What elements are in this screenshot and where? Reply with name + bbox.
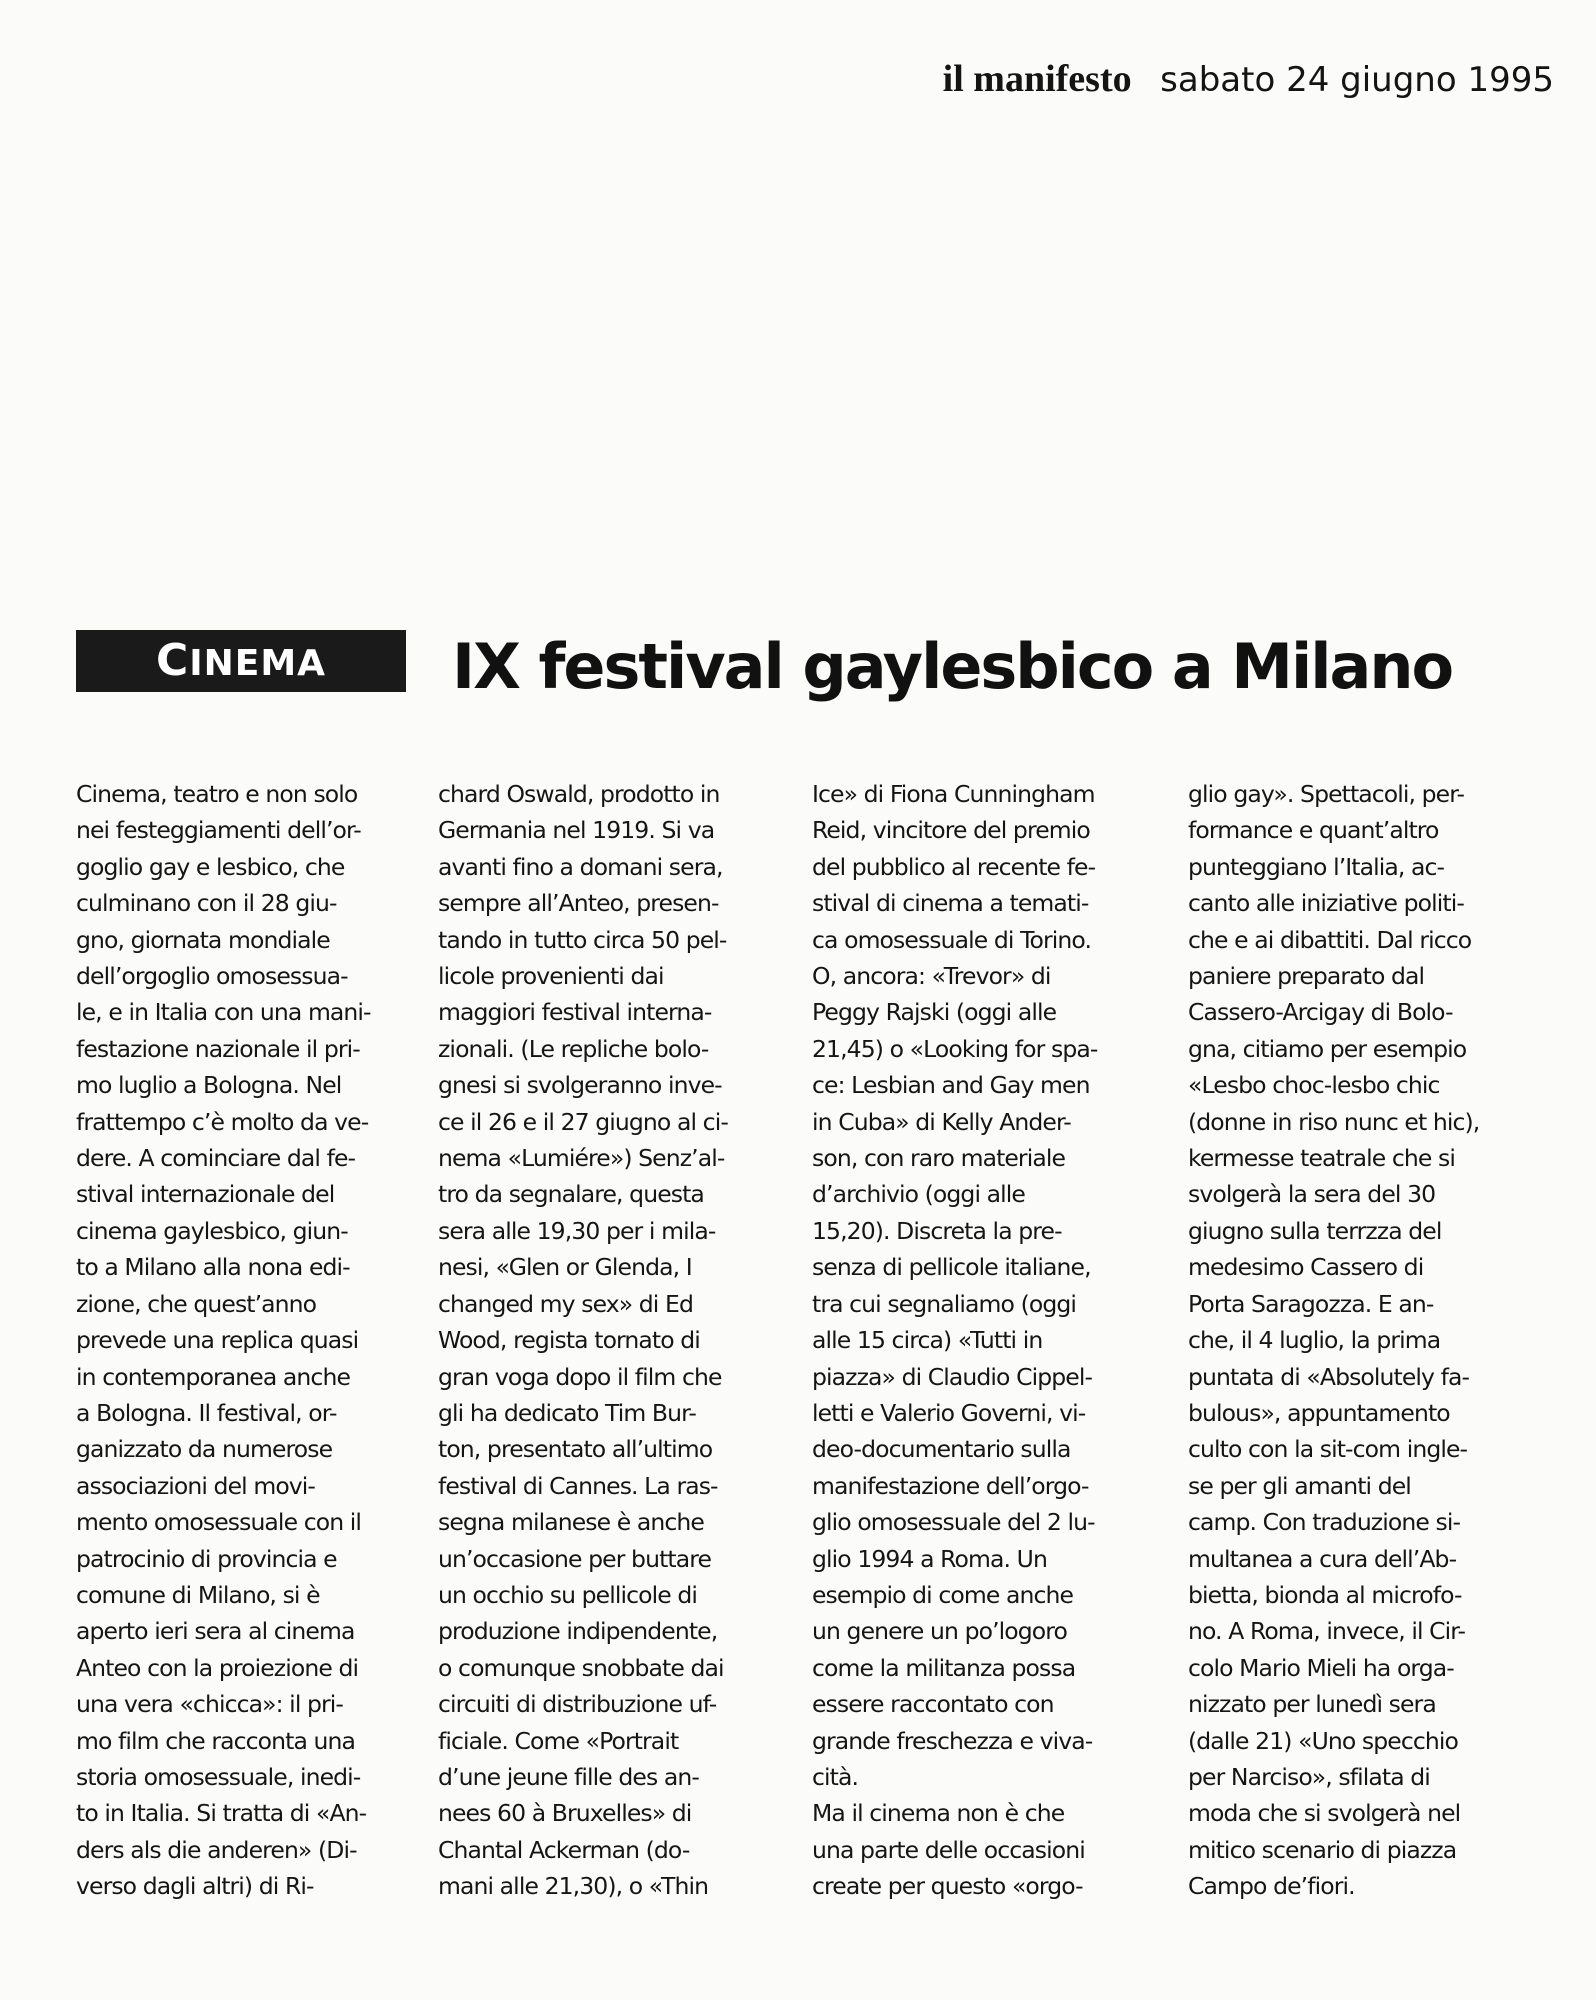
text-line: ficiale. Come «Portrait — [438, 1726, 679, 1755]
text-line: Cinema, teatro e non solo — [76, 780, 358, 808]
masthead — [943, 60, 1554, 98]
text-line: avanti fino a domani sera, — [438, 852, 723, 881]
text-line: Cassero-Arcigay di Bolo- — [1188, 998, 1453, 1027]
text-line: sempre all’Anteo, presen- — [438, 889, 719, 918]
article-column-1 — [76, 776, 376, 1905]
text-line: aperto ieri sera al cinema — [76, 1617, 355, 1646]
text-line: che e ai dibattiti. Dal ricco — [1188, 925, 1472, 954]
text-line: gna, citiamo per esempio — [1188, 1034, 1467, 1063]
text-line: goglio gay e lesbico, che — [76, 852, 345, 881]
text-line: mani alle 21,30), o «Thin — [438, 1872, 709, 1901]
text-line: verso dagli altri) di Ri- — [76, 1872, 314, 1901]
text-line: medesimo Cassero di — [1188, 1253, 1424, 1282]
text-line: Chantal Ackerman (do- — [438, 1835, 690, 1864]
text-line: culto con la sit-com ingle- — [1188, 1435, 1468, 1464]
text-line: grande freschezza e viva- — [812, 1726, 1093, 1755]
text-line: festazione nazionale il pri- — [76, 1034, 360, 1063]
newspaper-name: il manifesto — [942, 58, 1132, 100]
text-line: in contemporanea anche — [76, 1362, 350, 1391]
text-line: mo luglio a Bologna. Nel — [76, 1071, 342, 1100]
text-line: puntata di «Absolutely fa- — [1188, 1362, 1470, 1391]
text-line: ganizzato da numerose — [76, 1435, 333, 1464]
text-line: stival internazionale del — [76, 1180, 335, 1209]
text-line: deo-documentario sulla — [812, 1435, 1071, 1464]
text-line: mento omosessuale con il — [76, 1508, 362, 1537]
text-line: cinema gaylesbico, giun- — [76, 1216, 348, 1245]
text-line: no. A Roma, invece, il Cir- — [1188, 1617, 1466, 1646]
text-line: nei festeggiamenti dell’or- — [76, 816, 361, 845]
text-line: letti e Valerio Governi, vi- — [812, 1398, 1086, 1427]
text-line: kermesse teatrale che si — [1188, 1144, 1455, 1173]
text-line: to in Italia. Si tratta di «An- — [76, 1799, 367, 1828]
article-headline: IX festival gaylesbico a Milano — [452, 630, 1453, 703]
text-line: to a Milano alla nona edi- — [76, 1253, 350, 1282]
text-line: Porta Saragozza. E an- — [1188, 1289, 1434, 1318]
text-line: nees 60 à Bruxelles» di — [438, 1799, 692, 1828]
text-line: una parte delle occasioni — [812, 1835, 1085, 1864]
text-line: Campo de’fiori. — [1188, 1872, 1355, 1901]
text-line: alle 15 circa) «Tutti in — [812, 1326, 1043, 1355]
text-line: senza di pellicole italiane, — [812, 1253, 1091, 1282]
text-line: camp. Con traduzione si- — [1188, 1508, 1461, 1537]
text-line: glio 1994 a Roma. Un — [812, 1544, 1047, 1573]
text-line: d’une jeune fille des an- — [438, 1762, 699, 1791]
text-line: moda che si svolgerà nel — [1188, 1799, 1461, 1828]
text-line: multanea a cura dell’Ab- — [1188, 1544, 1457, 1573]
text-line: Germania nel 1919. Si va — [438, 816, 715, 845]
text-line: ce: Lesbian and Gay men — [812, 1071, 1090, 1100]
text-line: O, ancora: «Trevor» di — [812, 962, 1051, 991]
text-line: gno, giornata mondiale — [76, 925, 330, 954]
text-line: Peggy Rajski (oggi alle — [812, 998, 1057, 1027]
text-line: giugno sulla terrzza del — [1188, 1216, 1442, 1245]
section-label-rest: INEMA — [189, 643, 327, 684]
text-line: festival di Cannes. La ras- — [438, 1471, 718, 1500]
text-line: (donne in riso nunc et hic), — [1188, 1107, 1480, 1136]
text-line: manifestazione dell’orgo- — [812, 1471, 1089, 1500]
text-line: cità. — [812, 1762, 859, 1791]
text-line: tra cui segnaliamo (oggi — [812, 1289, 1076, 1318]
text-line: punteggiano l’Italia, ac- — [1188, 852, 1445, 881]
text-line: patrocinio di provincia e — [76, 1544, 337, 1573]
article-column-4 — [1188, 776, 1488, 1905]
text-line: esempio di come anche — [812, 1580, 1074, 1609]
text-line: paniere preparato dal — [1188, 962, 1425, 991]
text-line: ce il 26 e il 27 giugno al ci- — [438, 1107, 728, 1136]
text-line: un genere un po’logoro — [812, 1617, 1068, 1646]
article-column-2 — [438, 776, 738, 1905]
text-line: Anteo con la proiezione di — [76, 1653, 359, 1682]
text-line: bulous», appuntamento — [1188, 1398, 1450, 1427]
text-line: o comunque snobbate dai — [438, 1653, 724, 1682]
text-line: maggiori festival interna- — [438, 998, 712, 1027]
text-line: 15,20). Discreta la pre- — [812, 1216, 1062, 1245]
text-line: del pubblico al recente fe- — [812, 852, 1096, 881]
text-line: comune di Milano, si è — [76, 1580, 320, 1609]
text-line: mo film che racconta una — [76, 1726, 356, 1755]
text-line: per Narciso», sfilata di — [1188, 1762, 1430, 1791]
text-line: tando in tutto circa 50 pel- — [438, 925, 727, 954]
text-line: Reid, vincitore del premio — [812, 816, 1090, 845]
text-line: circuiti di distribuzione uf- — [438, 1690, 717, 1719]
text-line: glio omosessuale del 2 lu- — [812, 1508, 1095, 1537]
text-line: ca omosessuale di Torino. — [812, 925, 1092, 954]
text-line: un’occasione per buttare — [438, 1544, 711, 1573]
issue-date: sabato 24 giugno 1995 — [1160, 60, 1554, 100]
text-line: che, il 4 luglio, la prima — [1188, 1326, 1441, 1355]
text-line: come la militanza possa — [812, 1653, 1076, 1682]
text-line: create per questo «orgo- — [812, 1872, 1083, 1901]
text-line: nema «Lumiére») Senz’al- — [438, 1144, 725, 1173]
text-line: frattempo c’è molto da ve- — [76, 1107, 369, 1136]
text-line: 21,45) o «Looking for spa- — [812, 1034, 1098, 1063]
text-line: changed my sex» di Ed — [438, 1289, 693, 1318]
text-line: Ice» di Fiona Cunningham — [812, 780, 1095, 808]
text-line: prevede una replica quasi — [76, 1326, 359, 1355]
text-line: piazza» di Claudio Cippel- — [812, 1362, 1093, 1391]
text-line: son, con raro materiale — [812, 1144, 1066, 1173]
text-line: canto alle iniziative politi- — [1188, 889, 1464, 918]
text-line: stival di cinema a temati- — [812, 889, 1089, 918]
text-line: produzione indipendente, — [438, 1617, 718, 1646]
text-line: dere. A cominciare dal fe- — [76, 1144, 356, 1173]
text-line: nizzato per lunedì sera — [1188, 1690, 1436, 1719]
text-line: tro da segnalare, questa — [438, 1180, 704, 1209]
text-line: gli ha dedicato Tim Bur- — [438, 1398, 696, 1427]
text-line: zione, che quest’anno — [76, 1289, 317, 1318]
text-line: le, e in Italia con una mani- — [76, 998, 371, 1027]
text-line: zionali. (Le repliche bolo- — [438, 1034, 709, 1063]
text-line: ton, presentato all’ultimo — [438, 1435, 713, 1464]
text-line: in Cuba» di Kelly Ander- — [812, 1107, 1071, 1136]
text-line: glio gay». Spettacoli, per- — [1188, 780, 1465, 808]
text-line: se per gli amanti del — [1188, 1471, 1411, 1500]
text-line: ders als die anderen» (Di- — [76, 1835, 357, 1864]
text-line: mitico scenario di piazza — [1188, 1835, 1457, 1864]
text-line: una vera «chicca»: il pri- — [76, 1690, 343, 1719]
text-line: «Lesbo choc-lesbo chic — [1188, 1071, 1440, 1100]
section-label-initial: C — [155, 635, 190, 686]
section-label — [76, 630, 406, 692]
text-line: Wood, regista tornato di — [438, 1326, 700, 1355]
text-line: colo Mario Mieli ha orga- — [1188, 1653, 1454, 1682]
text-line: storia omosessuale, inedi- — [76, 1762, 361, 1791]
text-line: gran voga dopo il film che — [438, 1362, 722, 1391]
text-line: licole provenienti dai — [438, 962, 664, 991]
text-line: un occhio su pellicole di — [438, 1580, 698, 1609]
text-line: formance e quant’altro — [1188, 816, 1439, 845]
text-line: segna milanese è anche — [438, 1508, 704, 1537]
text-line: bietta, bionda al microfo- — [1188, 1580, 1462, 1609]
text-line: a Bologna. Il festival, or- — [76, 1398, 337, 1427]
text-line: gnesi si svolgeranno inve- — [438, 1071, 722, 1100]
text-line: chard Oswald, prodotto in — [438, 780, 720, 808]
text-line: (dalle 21) «Uno specchio — [1188, 1726, 1458, 1755]
text-line: dell’orgoglio omosessua- — [76, 962, 348, 991]
text-line: sera alle 19,30 per i mila- — [438, 1216, 716, 1245]
text-line: nesi, «Glen or Glenda, I — [438, 1253, 692, 1282]
text-line: associazioni del movi- — [76, 1471, 316, 1500]
text-line: Ma il cinema non è che — [812, 1799, 1065, 1828]
text-line: d’archivio (oggi alle — [812, 1180, 1025, 1209]
text-line: essere raccontato con — [812, 1690, 1054, 1719]
text-line: culminano con il 28 giu- — [76, 889, 337, 918]
article-column-3 — [812, 776, 1112, 1905]
text-line: svolgerà la sera del 30 — [1188, 1180, 1436, 1209]
